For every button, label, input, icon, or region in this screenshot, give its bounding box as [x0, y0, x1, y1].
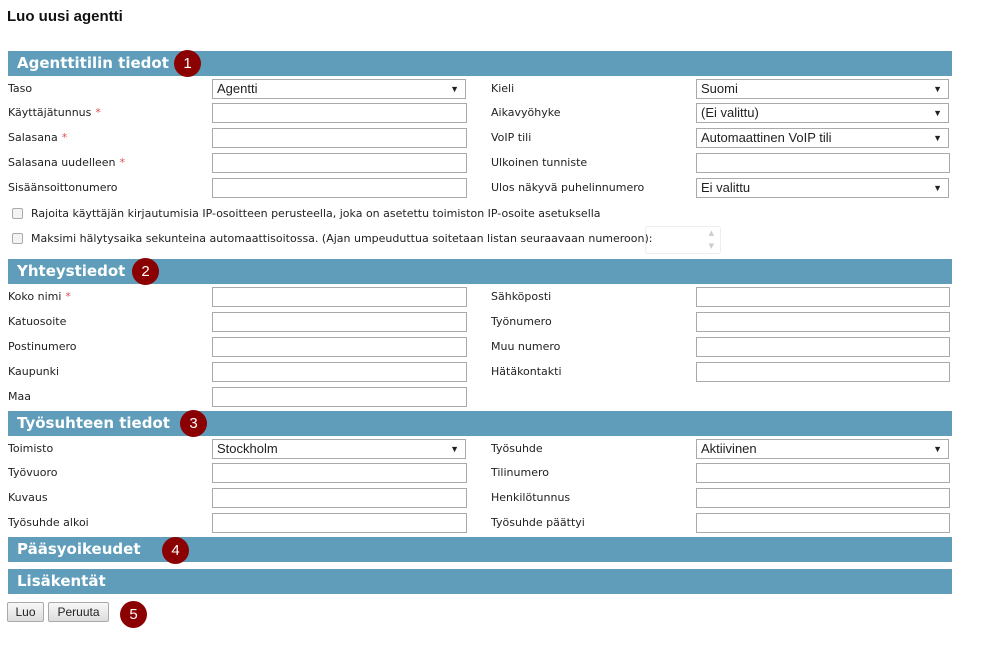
label-external-id: Ulkoinen tunniste: [491, 156, 588, 169]
label-office: Toimisto: [8, 442, 54, 455]
max-alert-checkbox[interactable]: [12, 233, 23, 244]
other-number-input[interactable]: [696, 337, 950, 357]
username-input[interactable]: [212, 103, 467, 123]
label-kieli: Kieli: [491, 82, 515, 95]
end-date-input[interactable]: [696, 513, 950, 533]
city-input[interactable]: [212, 362, 467, 382]
section-header-access[interactable]: Pääsyoikeudet: [8, 537, 952, 562]
step-badge-3: 3: [180, 410, 207, 437]
label-relation: Työsuhde: [491, 442, 543, 455]
label-emergency: Hätäkontakti: [491, 365, 562, 378]
step-badge-5: 5: [120, 601, 147, 628]
max-alert-number-input[interactable]: ▲ ▼: [645, 226, 721, 254]
restrict-ip-checkbox[interactable]: [12, 208, 23, 219]
label-password: Salasana *: [8, 131, 68, 144]
step-badge-1: 1: [174, 50, 201, 77]
taso-select[interactable]: [212, 79, 466, 99]
label-account-no: Tilinumero: [491, 466, 549, 479]
emergency-input[interactable]: [696, 362, 950, 382]
label-caller-id: Ulos näkyvä puhelinnumero: [491, 181, 645, 194]
timezone-value: (Ei valittu): [701, 105, 759, 120]
label-password-again: Salasana uudelleen *: [8, 156, 126, 169]
description-input[interactable]: [212, 488, 467, 508]
label-postal: Postinumero: [8, 340, 77, 353]
label-country: Maa: [8, 390, 31, 403]
kieli-value: Suomi: [701, 81, 738, 96]
taso-value: Agentti: [217, 81, 258, 96]
office-value: Stockholm: [217, 441, 278, 456]
label-ssn: Henkilötunnus: [491, 491, 571, 504]
shift-input[interactable]: [212, 463, 467, 483]
street-input[interactable]: [212, 312, 467, 332]
section-header-contact[interactable]: Yhteystiedot: [8, 259, 952, 284]
section-header-extra[interactable]: Lisäkentät: [8, 569, 952, 594]
external-id-input[interactable]: [696, 153, 950, 173]
label-email: Sähköposti: [491, 290, 552, 303]
relation-value: Aktiivinen: [701, 441, 757, 456]
caller-id-select[interactable]: [696, 178, 949, 198]
label-fullname: Koko nimi *: [8, 290, 71, 303]
office-select[interactable]: [212, 439, 466, 459]
step-badge-4: 4: [162, 537, 189, 564]
label-timezone: Aikavyöhyke: [491, 106, 561, 119]
section-header-employment[interactable]: Työsuhteen tiedot: [8, 411, 952, 436]
kieli-select[interactable]: [696, 79, 949, 99]
account-no-input[interactable]: [696, 463, 950, 483]
label-end: Työsuhde päättyi: [491, 516, 585, 529]
label-taso: Taso: [8, 82, 33, 95]
timezone-select[interactable]: [696, 103, 949, 123]
step-badge-2: 2: [132, 258, 159, 285]
label-username: Käyttäjätunnus *: [8, 106, 101, 119]
relation-select[interactable]: [696, 439, 949, 459]
label-shift: Työvuoro: [8, 466, 58, 479]
start-date-input[interactable]: [212, 513, 467, 533]
label-city: Kaupunki: [8, 365, 60, 378]
create-button[interactable]: Luo: [7, 602, 44, 622]
voip-value: Automaattinen VoIP tili: [701, 130, 832, 145]
label-start: Työsuhde alkoi: [8, 516, 89, 529]
password-input[interactable]: [212, 128, 467, 148]
section-header-account[interactable]: Agenttitilin tiedot: [8, 51, 952, 76]
page-title: Luo uusi agentti: [7, 8, 123, 25]
work-number-input[interactable]: [696, 312, 950, 332]
voip-select[interactable]: [696, 128, 949, 148]
fullname-input[interactable]: [212, 287, 467, 307]
max-alert-label: Maksimi hälytysaika sekunteina automaattisoitossa. (Ajan umpeuduttua soitetaan listan seuraavaan numeroon):: [31, 232, 653, 245]
postal-input[interactable]: [212, 337, 467, 357]
caller-id-value: Ei valittu: [701, 180, 751, 195]
label-other-number: Muu numero: [491, 340, 561, 353]
label-description: Kuvaus: [8, 491, 48, 504]
restrict-ip-label: Rajoita käyttäjän kirjautumisia IP-osoitteen perusteella, joka on asetettu toimiston IP-osoite asetuksella: [31, 207, 601, 220]
label-street: Katuosoite: [8, 315, 67, 328]
ssn-input[interactable]: [696, 488, 950, 508]
country-input[interactable]: [212, 387, 467, 407]
label-work-number: Työnumero: [491, 315, 552, 328]
password-again-input[interactable]: [212, 153, 467, 173]
label-dialin: Sisäänsoittonumero: [8, 181, 118, 194]
cancel-button[interactable]: Peruuta: [48, 602, 109, 622]
label-voip: VoIP tili: [491, 131, 532, 144]
dialin-input[interactable]: [212, 178, 467, 198]
email-input[interactable]: [696, 287, 950, 307]
